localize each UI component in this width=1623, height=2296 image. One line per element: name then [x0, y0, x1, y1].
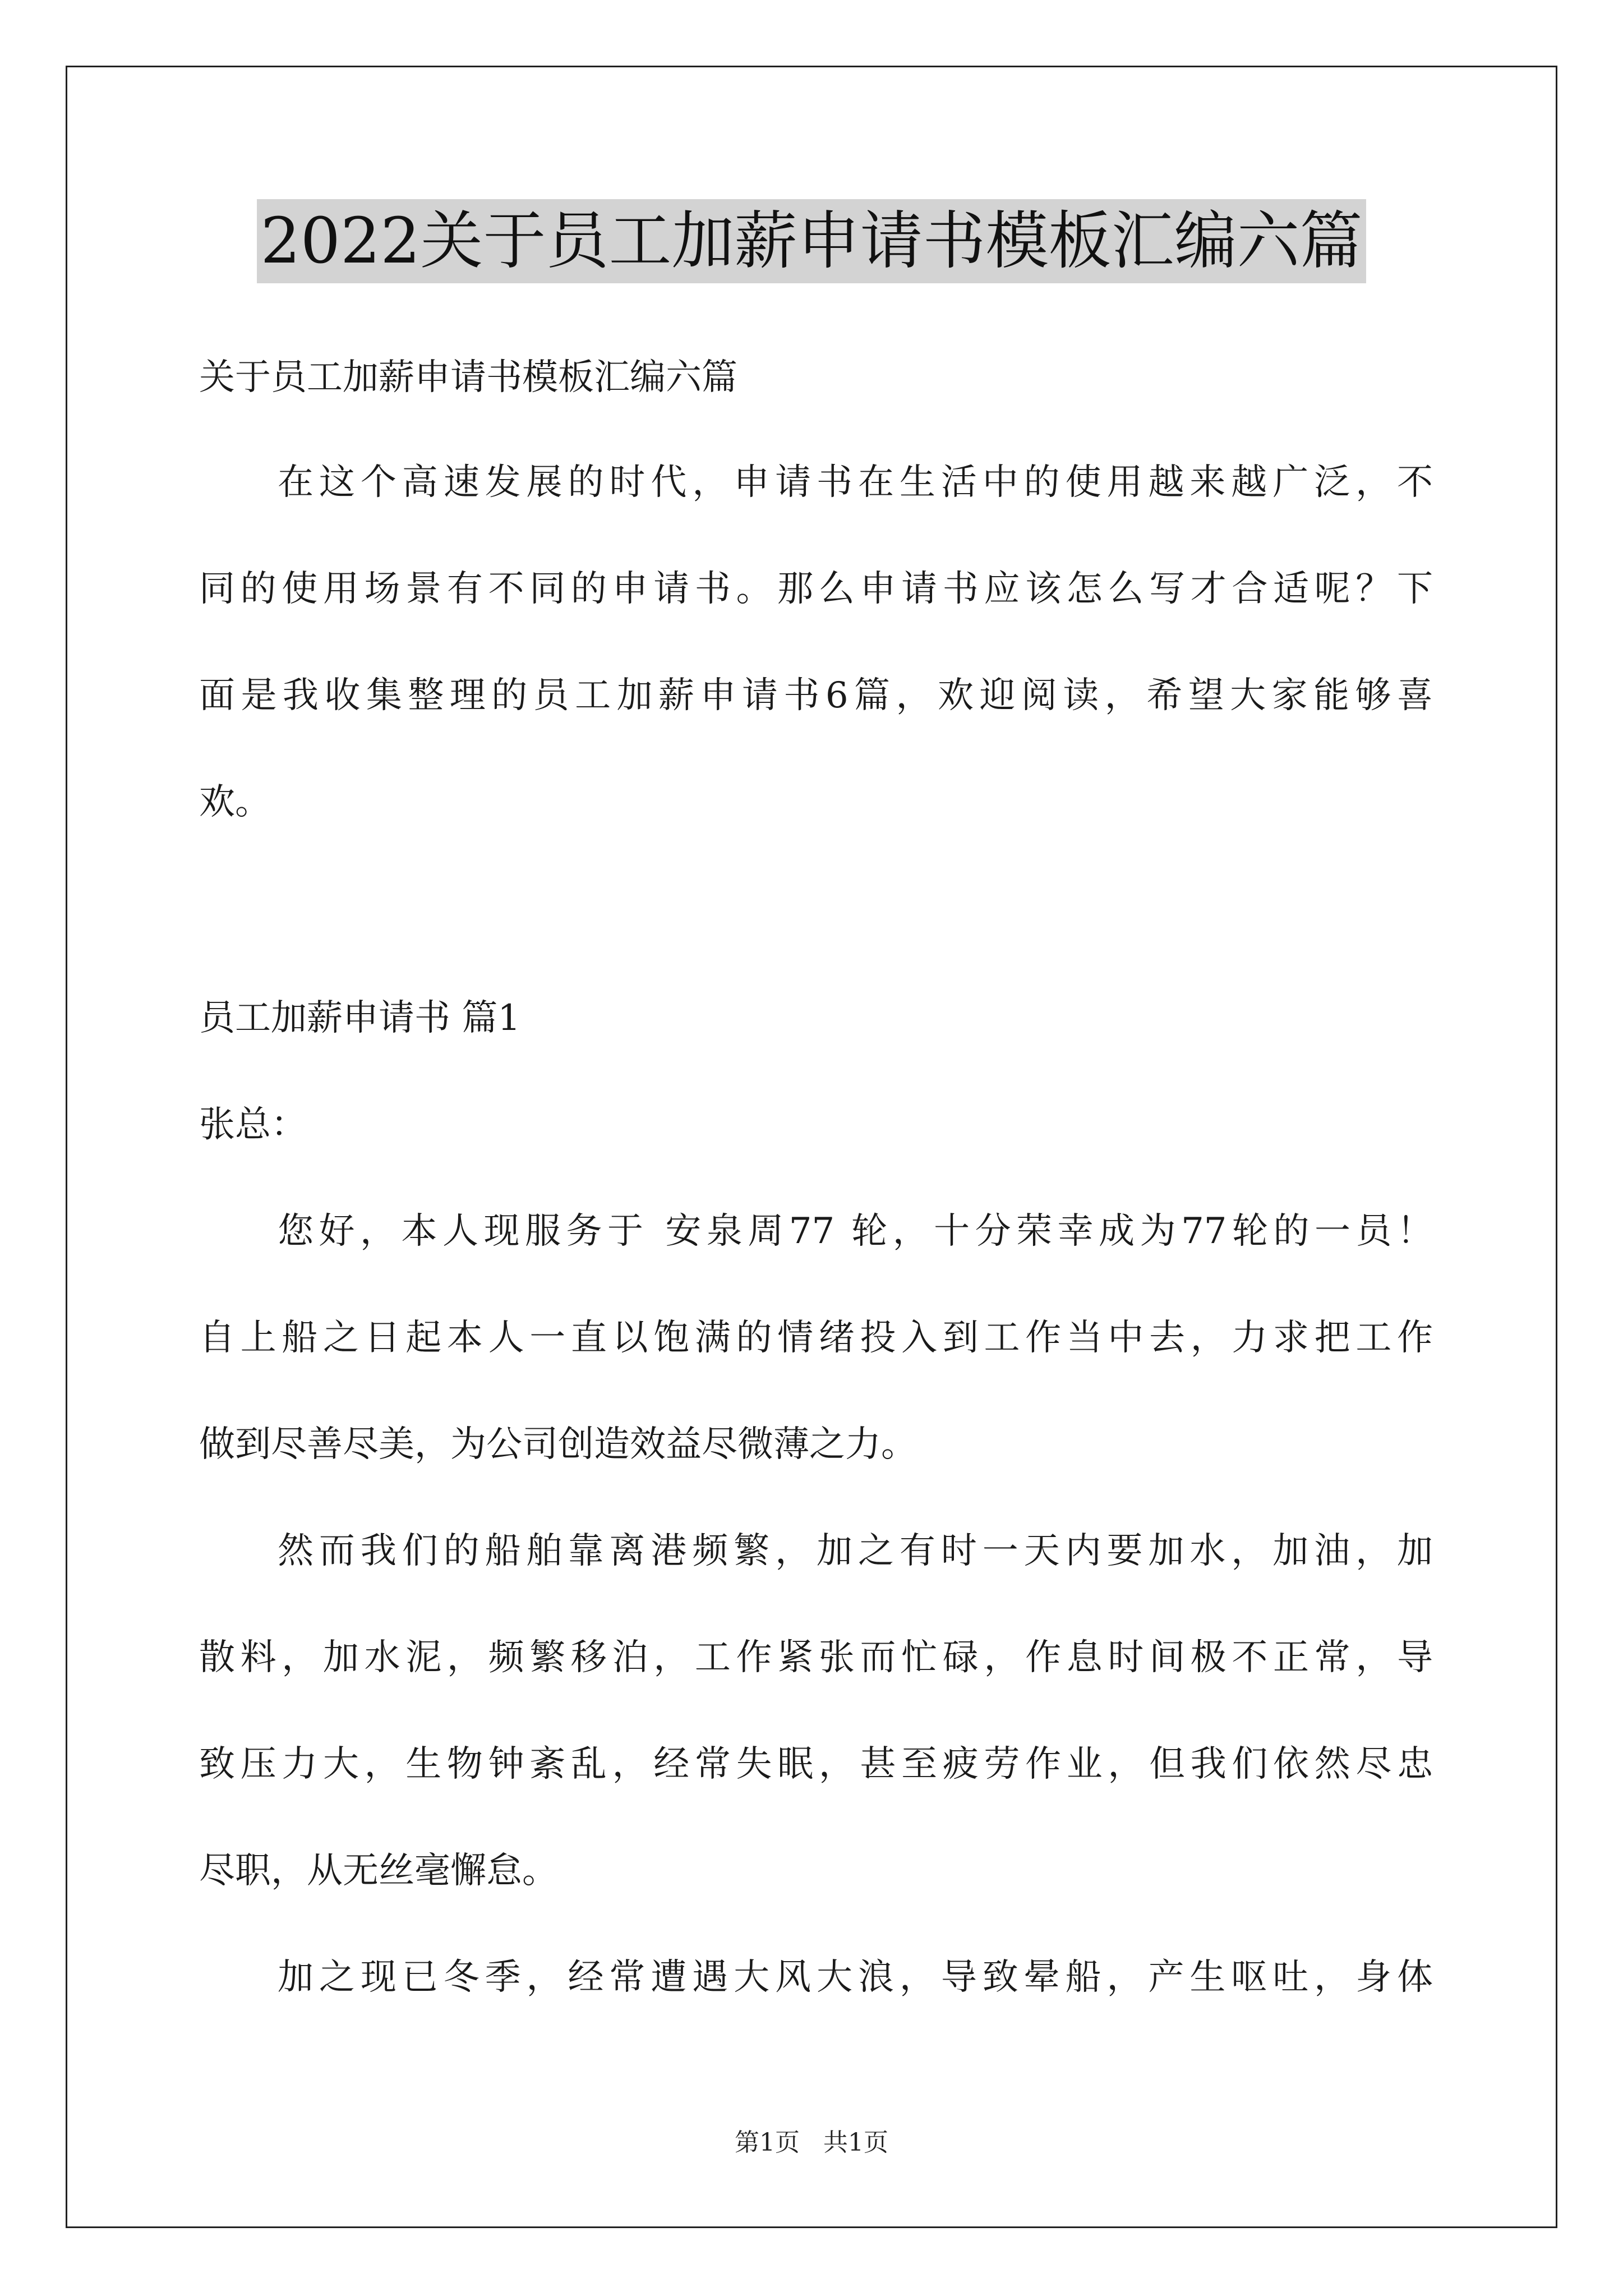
para2-line: 致压力大，生物钟紊乱，经常失眠，甚至疲劳作业，但我们依然尽忠 — [199, 1743, 1433, 1785]
para2-line: 散料，加水泥，频繁移泊，工作紧张而忙碌，作息时间极不正常，导 — [199, 1637, 1433, 1678]
para1-line: 自上船之日起本人一直以饱满的情绪投入到工作当中去，力求把工作 — [199, 1317, 1433, 1359]
para1-line: 您好，本人现服务于 安泉周77 轮，十分荣幸成为77轮的一员！ — [278, 1211, 1433, 1252]
page-number-total: 共1页 — [823, 2128, 888, 2157]
para2-line: 尽职，从无丝毫懈怠。 — [199, 1850, 558, 1892]
document-title: 2022关于员工加薪申请书模板汇编六篇 — [257, 199, 1366, 283]
page-number-current: 第1页 — [735, 2128, 800, 2157]
title-container — [0, 199, 1623, 283]
para1-line: 做到尽善尽美，为公司创造效益尽微薄之力。 — [199, 1424, 917, 1465]
section-heading: 员工加薪申请书 篇1 — [199, 997, 521, 1039]
intro-line: 在这个高速发展的时代，申请书在生活中的使用越来越广泛，不 — [278, 462, 1433, 503]
intro-line: 欢。 — [199, 781, 271, 823]
intro-line: 面是我收集整理的员工加薪申请书6篇，欢迎阅读，希望大家能够喜 — [199, 675, 1433, 716]
page-footer — [0, 2126, 1623, 2160]
intro-line: 同的使用场景有不同的申请书。那么申请书应该怎么写才合适呢？下 — [199, 568, 1433, 610]
para3-line: 加之现已冬季，经常遭遇大风大浪，导致晕船，产生呕吐，身体 — [278, 1957, 1433, 1998]
salutation: 张总： — [199, 1104, 307, 1145]
para2-line: 然而我们的船舶靠离港频繁，加之有时一天内要加水，加油，加 — [278, 1530, 1433, 1572]
document-subtitle: 关于员工加薪申请书模板汇编六篇 — [199, 357, 737, 398]
